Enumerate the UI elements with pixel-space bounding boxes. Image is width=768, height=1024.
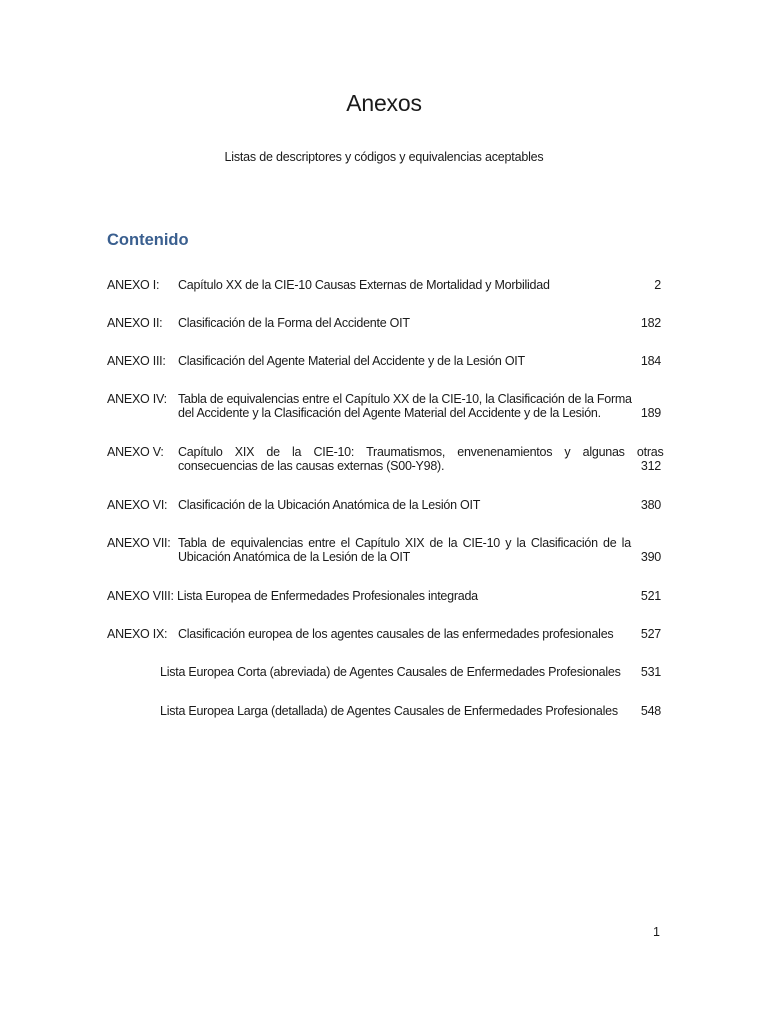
toc-entry-title: Clasificación de la Ubicación Anatómica de la Lesión OIT xyxy=(178,498,481,512)
toc-entry-title: Clasificación europea de los agentes causales de las enfermedades profesionales xyxy=(178,627,614,641)
toc-entry-title: Lista Europea Larga (detallada) de Agentes Causales de Enfermedades Profesionales xyxy=(160,704,618,718)
toc-entry-page: 182 xyxy=(640,316,661,330)
toc-entry-title: Clasificación del Agente Material del Accidente y de la Lesión OIT xyxy=(178,354,525,368)
toc-entry-label: ANEXO V: xyxy=(107,445,164,459)
toc-entry-title-line1: Tabla de equivalencias entre el Capítulo XX de la CIE-10, la Clasificación de la Forma xyxy=(178,392,632,406)
toc-entry-page: 548 xyxy=(640,704,661,718)
contents-heading: Contenido xyxy=(107,231,189,249)
toc-entry-page: 189 xyxy=(640,406,661,420)
toc-entry-page: 527 xyxy=(640,627,661,641)
toc-entry-label: ANEXO III: xyxy=(107,354,166,368)
toc-entry-title: Capítulo XX de la CIE-10 Causas Externas de Mortalidad y Morbilidad xyxy=(178,278,550,292)
toc-entry-title-line2: del Accidente y la Clasificación del Agente Material del Accidente y de la Lesión. xyxy=(178,406,601,420)
page-title: Anexos xyxy=(346,90,422,116)
toc-entry-title: Clasificación de la Forma del Accidente OIT xyxy=(178,316,410,330)
toc-entry-page: 521 xyxy=(640,589,661,603)
toc-entry-title: Lista Europea Corta (abreviada) de Agentes Causales de Enfermedades Profesionales xyxy=(160,665,621,679)
toc-entry-title: Lista Europea de Enfermedades Profesionales integrada xyxy=(177,589,478,603)
page-subtitle: Listas de descriptores y códigos y equivalencias aceptables xyxy=(224,150,544,164)
toc-entry-title-line1: Tabla de equivalencias entre el Capítulo XIX de la CIE-10 y la Clasificación de la xyxy=(178,536,631,550)
toc-entry-label: ANEXO IX: xyxy=(107,627,168,641)
toc-entry-title-line2: consecuencias de las causas externas (S00-Y98). xyxy=(178,459,445,473)
toc-entry-page: 184 xyxy=(640,354,661,368)
toc-entry-title-line1: Capítulo XIX de la CIE-10: Traumatismos, envenenamientos y algunas otras xyxy=(178,445,664,459)
toc-entry-page: 2 xyxy=(654,278,661,292)
page-number: 1 xyxy=(653,925,660,939)
toc-entry-label: ANEXO VI: xyxy=(107,498,168,512)
toc-entry-page: 312 xyxy=(640,459,661,473)
toc-entry-label: ANEXO VII: xyxy=(107,536,171,550)
toc-entry-page: 390 xyxy=(640,550,661,564)
toc-entry-label: ANEXO VIII: xyxy=(107,589,174,603)
toc-entry-label: ANEXO I: xyxy=(107,278,160,292)
toc-entry-title-line2: Ubicación Anatómica de la Lesión de la OIT xyxy=(178,550,410,564)
toc-entry-page: 380 xyxy=(640,498,661,512)
toc-entry-page: 531 xyxy=(640,665,661,679)
toc-entry-label: ANEXO IV: xyxy=(107,392,167,406)
toc-entry-label: ANEXO II: xyxy=(107,316,163,330)
